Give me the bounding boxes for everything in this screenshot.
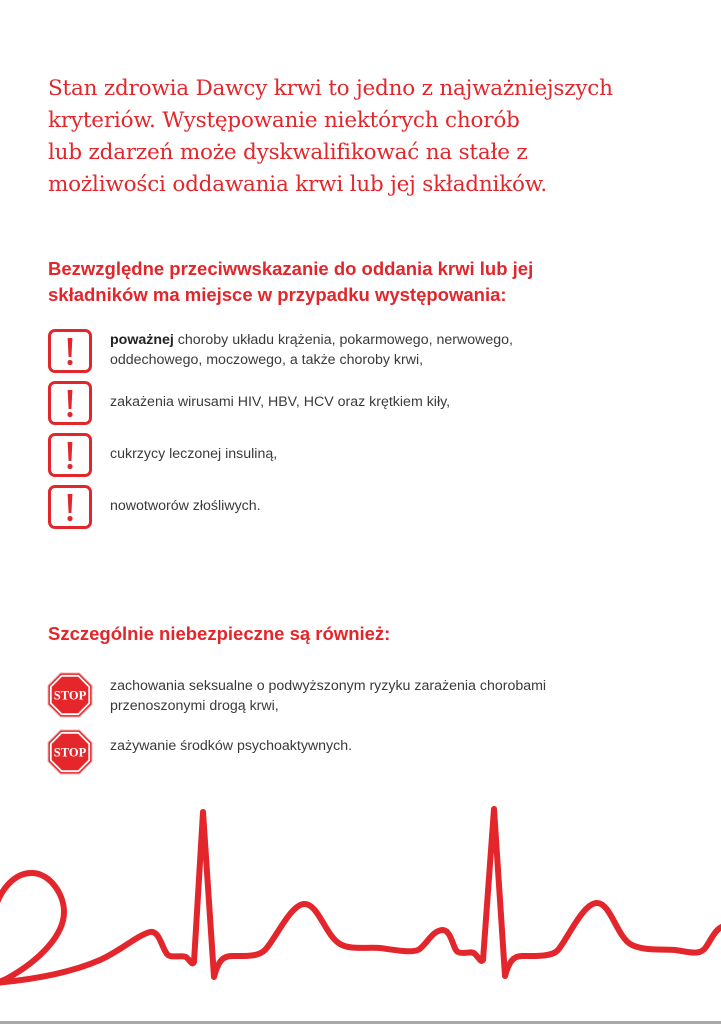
svg-text:STOP: STOP	[53, 688, 87, 703]
contraindication-text: nowotworów złośliwych.	[110, 498, 261, 514]
danger-text: zachowania seksualne o podwyższonym ryzyku zarażenia chorobami przenoszonymi drogą krwi,	[110, 678, 547, 714]
danger-text: zażywanie środków psychoaktywnych.	[110, 738, 353, 754]
intro-line: możliwości oddawania krwi lub jej składników.	[48, 172, 548, 197]
contraindication-text: zakażenia wirusami HIV, HBV, HCV oraz krętkiem kiły,	[110, 394, 451, 410]
exclamation-box-icon	[48, 485, 92, 529]
heading-line: Bezwzględne przeciwwskazanie do oddania krwi lub jej	[48, 258, 534, 279]
stop-sign-icon	[47, 729, 93, 775]
ecg-trace	[0, 809, 721, 983]
exclamation-box-icon	[48, 433, 92, 477]
absolute-contraindications-heading	[48, 256, 533, 308]
contraindication-text: cukrzycy leczonej insuliną,	[110, 446, 278, 462]
heartbeat-ecg-line	[0, 790, 721, 1000]
intro-line: kryteriów. Występowanie niektórych chorób	[48, 108, 520, 133]
svg-text:STOP: STOP	[53, 745, 87, 760]
emphasis: poważnej	[110, 332, 174, 348]
heading-line: składników ma miejsce w przypadku występowania:	[48, 284, 507, 305]
stop-sign-icon	[47, 672, 93, 718]
also-dangerous-heading: Szczególnie niebezpieczne są również:	[48, 623, 391, 644]
exclamation-box-icon	[48, 381, 92, 425]
intro-line: lub zdarzeń może dyskwalifikować na stałe z	[48, 140, 528, 165]
contraindication-text: poważnej choroby układu krążenia, pokarmowego, nerwowego, oddechowego, moczowego, a także choroby krwi,	[110, 332, 513, 368]
intro-paragraph	[48, 73, 708, 201]
exclamation-box-icon	[48, 329, 92, 373]
intro-line: Stan zdrowia Dawcy krwi to jedno z najważniejszych	[48, 76, 613, 101]
